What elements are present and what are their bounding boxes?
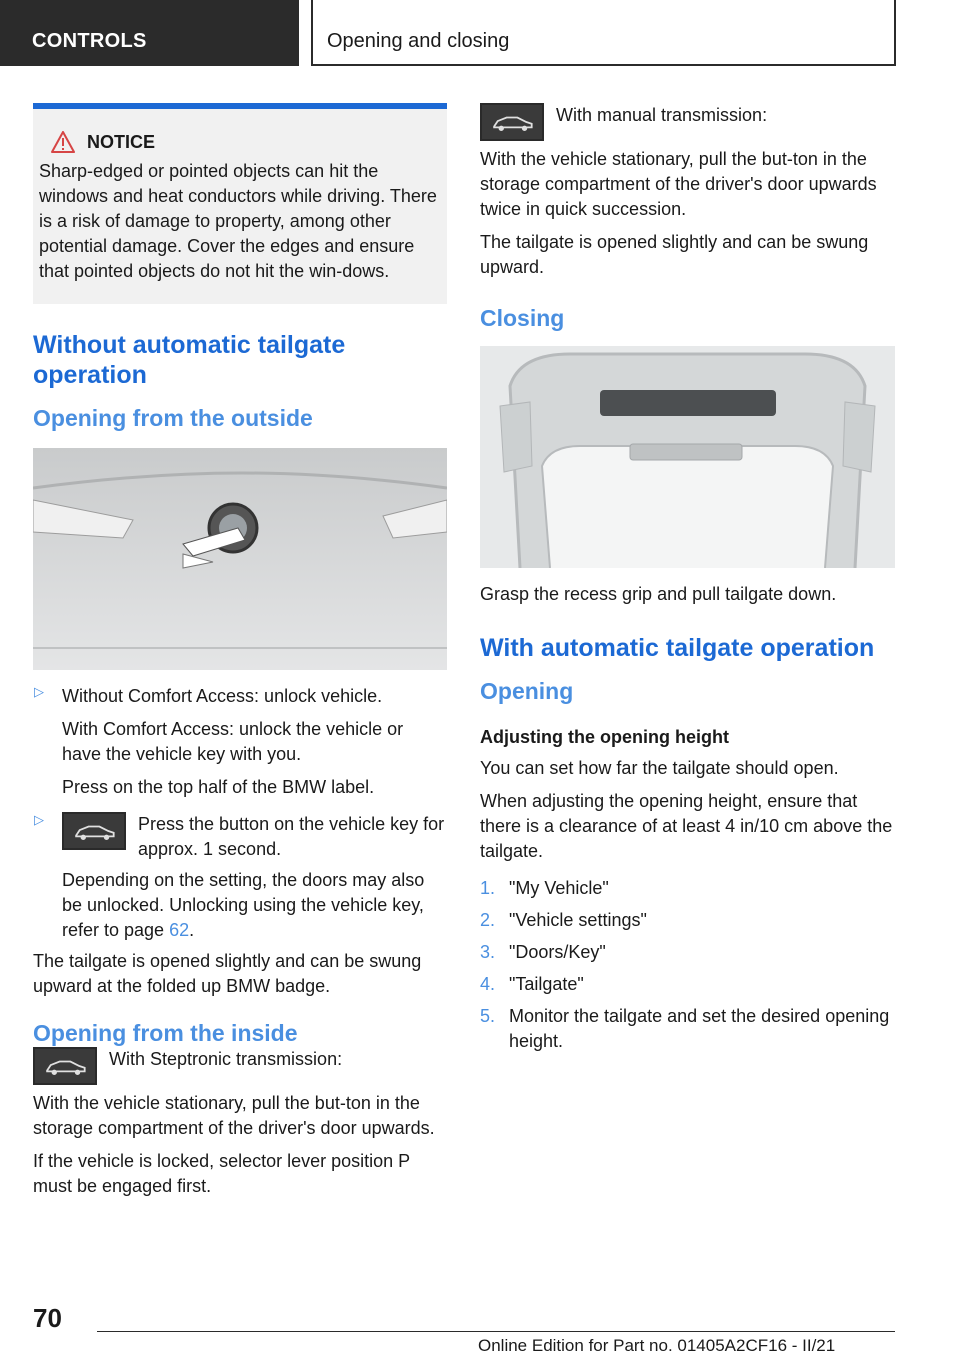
- footer-edition: Online Edition for Part no. 01405A2CF16 - II/21: [478, 1336, 836, 1355]
- tailgate-badge-photo: [33, 448, 447, 670]
- notice-header: [51, 131, 441, 153]
- steptronic-text: With the vehicle stationary, pull the but-ton in the storage compartment of the driver's door upwards.: [33, 1093, 435, 1138]
- heading-opening-outside: Opening from the outside: [33, 405, 313, 431]
- notice-title: NOTICE: [87, 131, 156, 152]
- heading-opening: Opening: [480, 678, 574, 704]
- warning-icon: [51, 131, 75, 153]
- step-text: Monitor the tailgate and set the desired opening height.: [509, 1006, 890, 1051]
- grasp-text: Grasp the recess grip and pull tailgate down.: [480, 584, 837, 604]
- manual-label: With manual transmission:: [556, 105, 768, 125]
- right-column: [480, 103, 895, 1061]
- tailgate-interior-photo: [480, 346, 895, 568]
- step-item: [480, 940, 895, 965]
- step-text: "Doors/Key": [509, 942, 606, 962]
- page-number: 70: [33, 1303, 62, 1333]
- bullet-key-button: [33, 812, 447, 943]
- step-item: [480, 1004, 895, 1054]
- step-number: 4.: [480, 974, 496, 994]
- car-key-icon: [480, 103, 544, 141]
- step-item: [480, 908, 895, 933]
- footer-divider: [97, 1331, 895, 1332]
- heading-opening-inside: Opening from the inside: [33, 1020, 298, 1046]
- section-title: CONTROLS: [32, 30, 147, 52]
- steptronic-row: [33, 1047, 447, 1085]
- steptronic-label: With Steptronic transmission:: [109, 1049, 343, 1069]
- section-heading-without-automatic: Without automatic tailgate operation: [33, 331, 346, 389]
- key-row: [62, 812, 447, 862]
- key-button-more-end: .: [189, 920, 195, 940]
- step-text: "Vehicle settings": [509, 910, 647, 930]
- clearance-text: When adjusting the opening height, ensure that there is a clearance of at least 4 in/10 cm above the tailgate.: [480, 791, 893, 861]
- step-number: 1.: [480, 878, 496, 898]
- step-number: 3.: [480, 942, 496, 962]
- notice-body: Sharp-edged or pointed objects can hit the windows and heat conductors while driving. There is a risk of damage to property, among other potential damage. Cover the edges and ensure that pointed objects do not hit the win-dows.: [39, 161, 437, 281]
- step-text: "My Vehicle": [509, 878, 609, 898]
- swung-text-left: The tailgate is opened slightly and can be swung upward at the folded up BMW badge.: [33, 951, 422, 996]
- step-item: [480, 972, 895, 997]
- bullet-unlock-line3: Press on the top half of the BMW label.: [62, 777, 375, 797]
- section-tab: [0, 0, 299, 66]
- key-button-more-text: Depending on the setting, the doors may also be unlocked. Unlocking using the vehicle key, refer to page: [62, 870, 425, 940]
- heading-adjusting-height: Adjusting the opening height: [480, 727, 729, 747]
- step-number: 2.: [480, 910, 496, 930]
- heading-closing: Closing: [480, 305, 565, 331]
- car-key-icon: [33, 1047, 97, 1085]
- bullet-unlock-line1: Without Comfort Access: unlock vehicle.: [62, 686, 383, 706]
- bullet-unlock: [33, 684, 447, 800]
- set-height-text: You can set how far the tailgate should open.: [480, 758, 839, 778]
- key-button-text: Press the button on the vehicle key for approx. 1 second.: [138, 814, 445, 859]
- section-heading-with-automatic: With automatic tailgate operation: [480, 634, 875, 662]
- bullet-unlock-line2: With Comfort Access: unlock the vehicle or have the vehicle key with you.: [62, 719, 404, 764]
- notice-box: [33, 103, 447, 304]
- left-column: [33, 103, 447, 1199]
- car-key-icon: [62, 812, 126, 850]
- key-button-more: [62, 868, 447, 943]
- manual-row: [480, 103, 895, 141]
- bullet-marker-icon: ▷: [34, 812, 44, 827]
- chapter-tab: [311, 0, 896, 66]
- chapter-title: Opening and closing: [327, 30, 510, 52]
- settings-steps: [480, 876, 895, 1054]
- step-text: "Tailgate": [509, 974, 584, 994]
- step-item: [480, 876, 895, 901]
- page-62-link[interactable]: 62: [169, 920, 190, 940]
- manual-text: With the vehicle stationary, pull the but-ton in the storage compartment of the driver's door upwards twice in quick succession.: [480, 149, 877, 219]
- swung-text-right: The tailgate is opened slightly and can be swung upward.: [480, 232, 869, 277]
- step-number: 5.: [480, 1006, 496, 1026]
- bullet-marker-icon: ▷: [34, 684, 44, 699]
- locked-text: If the vehicle is locked, selector lever position P must be engaged first.: [33, 1151, 410, 1196]
